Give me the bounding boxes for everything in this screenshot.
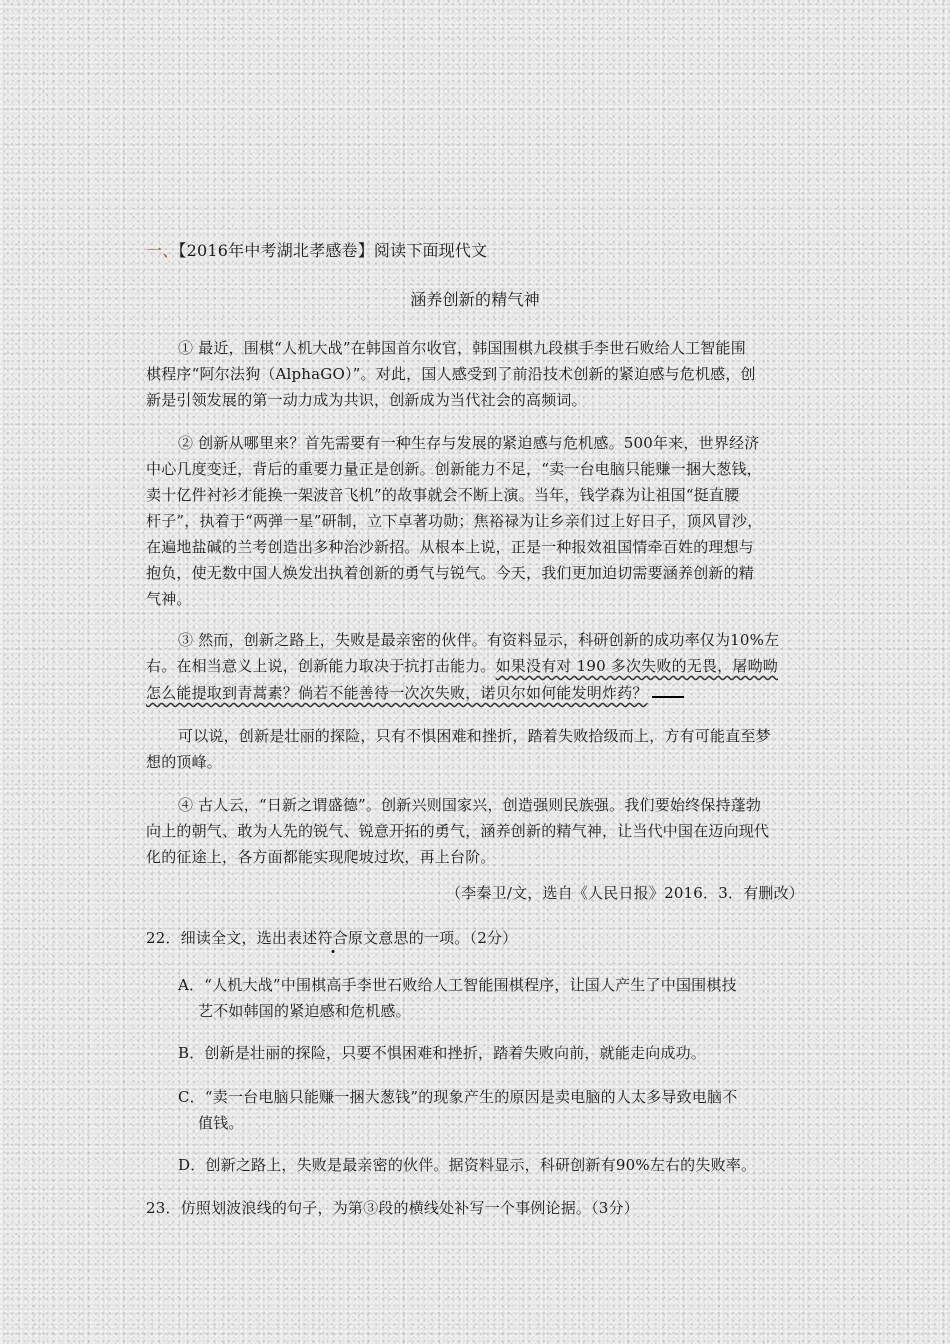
paragraph-line: 可以说，创新是壮丽的探险，只有不惧困难和挫折，踏着失败拾级而上，方有可能直至梦 (178, 727, 771, 745)
paragraph-text: 右。在相当意义上说，创新能力取决于抗打击能力。 (146, 657, 496, 675)
paragraph-line (146, 682, 684, 703)
paragraph-line: 在遍地盐碱的兰考创造出多种治沙新招。从根本上说，正是一种报效祖国情牵百姓的理想与 (146, 538, 755, 556)
paragraph-line: 想的顶峰。 (146, 753, 223, 771)
option-c-cont: 值钱。 (198, 1114, 244, 1132)
question-22-stem (146, 928, 517, 948)
answer-blank (652, 682, 684, 698)
article-source: （李秦卫/文，选自《人民日报》2016．3．有删改） (446, 884, 804, 902)
option-a: A．“人机大战”中围棋高手李世石败给人工智能围棋程序，让国人产生了中国围棋技 (178, 976, 737, 994)
wavy-underlined-sentence: 怎么能提取到青蒿素？倘若不能善待一次次失败，诺贝尔如何能发明炸药？ (146, 684, 648, 702)
paragraph-line: 新是引领发展的第一动力成为共识，创新成为当代社会的高频词。 (146, 391, 587, 409)
paragraph-line: ③ 然而，创新之路上，失败是最亲密的伙伴。有资料显示，科研创新的成功率仅为10%左 (178, 631, 780, 649)
paragraph-line: 向上的朝气、敢为人先的锐气、锐意开拓的勇气，涵养创新的精气神，让当代中国在迈向现代 (146, 822, 770, 840)
paragraph-line: 棋程序“阿尔法狗（AlphaGO）”。对此，国人感受到了前沿技术创新的紧迫感与危机感，创 (146, 365, 756, 383)
paragraph-line: 中心几度变迁，背后的重要力量正是创新。创新能力不足，“卖一台电脑只能赚一捆大葱钱， (146, 460, 762, 478)
paragraph-line: ② 创新从哪里来？首先需要有一种生存与发展的紧迫感与危机感。500年来，世界经济 (178, 434, 760, 452)
question-source: 【2016年中考湖北孝感卷】阅读下面现代文 (178, 241, 488, 260)
question-23-stem: 23．仿照划波浪线的句子，为第③段的横线处补写一个事例论据。（3分） (146, 1199, 639, 1217)
question-number: 一、 (146, 241, 179, 260)
article-title: 涵养创新的精气神 (410, 290, 540, 309)
paragraph-line: ① 最近，围棋“人机大战”在韩国首尔收官，韩国围棋九段棋手李世石败给人工智能围 (178, 339, 746, 357)
emphasis-dot-text: 符合 (317, 929, 348, 947)
wavy-underlined-sentence: 如果没有对 190 多次失败的无畏，屠呦呦 (495, 657, 778, 675)
option-b: B．创新是壮丽的探险，只要不惧困难和挫折，踏着失败向前，就能走向成功。 (178, 1044, 707, 1062)
question-header (146, 241, 487, 261)
option-c: C．“卖一台电脑只能赚一捆大葱钱”的现象产生的原因是卖电脑的人太多导致电脑不 (178, 1088, 738, 1106)
stem-text: 原文意思的一项。（2分） (347, 929, 518, 947)
paragraph-line: 气神。 (146, 590, 192, 608)
paragraph-line: ④ 古人云，“日新之谓盛德”。创新兴则国家兴，创造强则民族强。我们要始终保持蓬勃 (178, 796, 762, 814)
paragraph-line (146, 656, 778, 676)
paragraph-line: 杆子”，执着于“两弹一星”研制，立下卓著功勋；焦裕禄为让乡亲们过上好日子，顶风冒沙， (146, 512, 763, 530)
option-d: D．创新之路上，失败是最亲密的伙伴。据资料显示，科研创新有90%左右的失败率。 (178, 1156, 757, 1174)
option-a-cont: 艺不如韩国的紧迫感和危机感。 (198, 1002, 411, 1020)
paragraph-line: 化的征途上，各方面都能实现爬坡过坎，再上台阶。 (146, 848, 496, 866)
paragraph-line: 卖十亿件衬衫才能换一架波音飞机”的故事就会不断上演。当年，钱学森为让祖国“挺直腰 (146, 486, 740, 504)
stem-text: 22．细读全文，选出表述 (146, 929, 318, 947)
paragraph-line: 抱负，使无数中国人焕发出执着创新的勇气与锐气。今天，我们更加迫切需要涵养创新的精 (146, 564, 755, 582)
